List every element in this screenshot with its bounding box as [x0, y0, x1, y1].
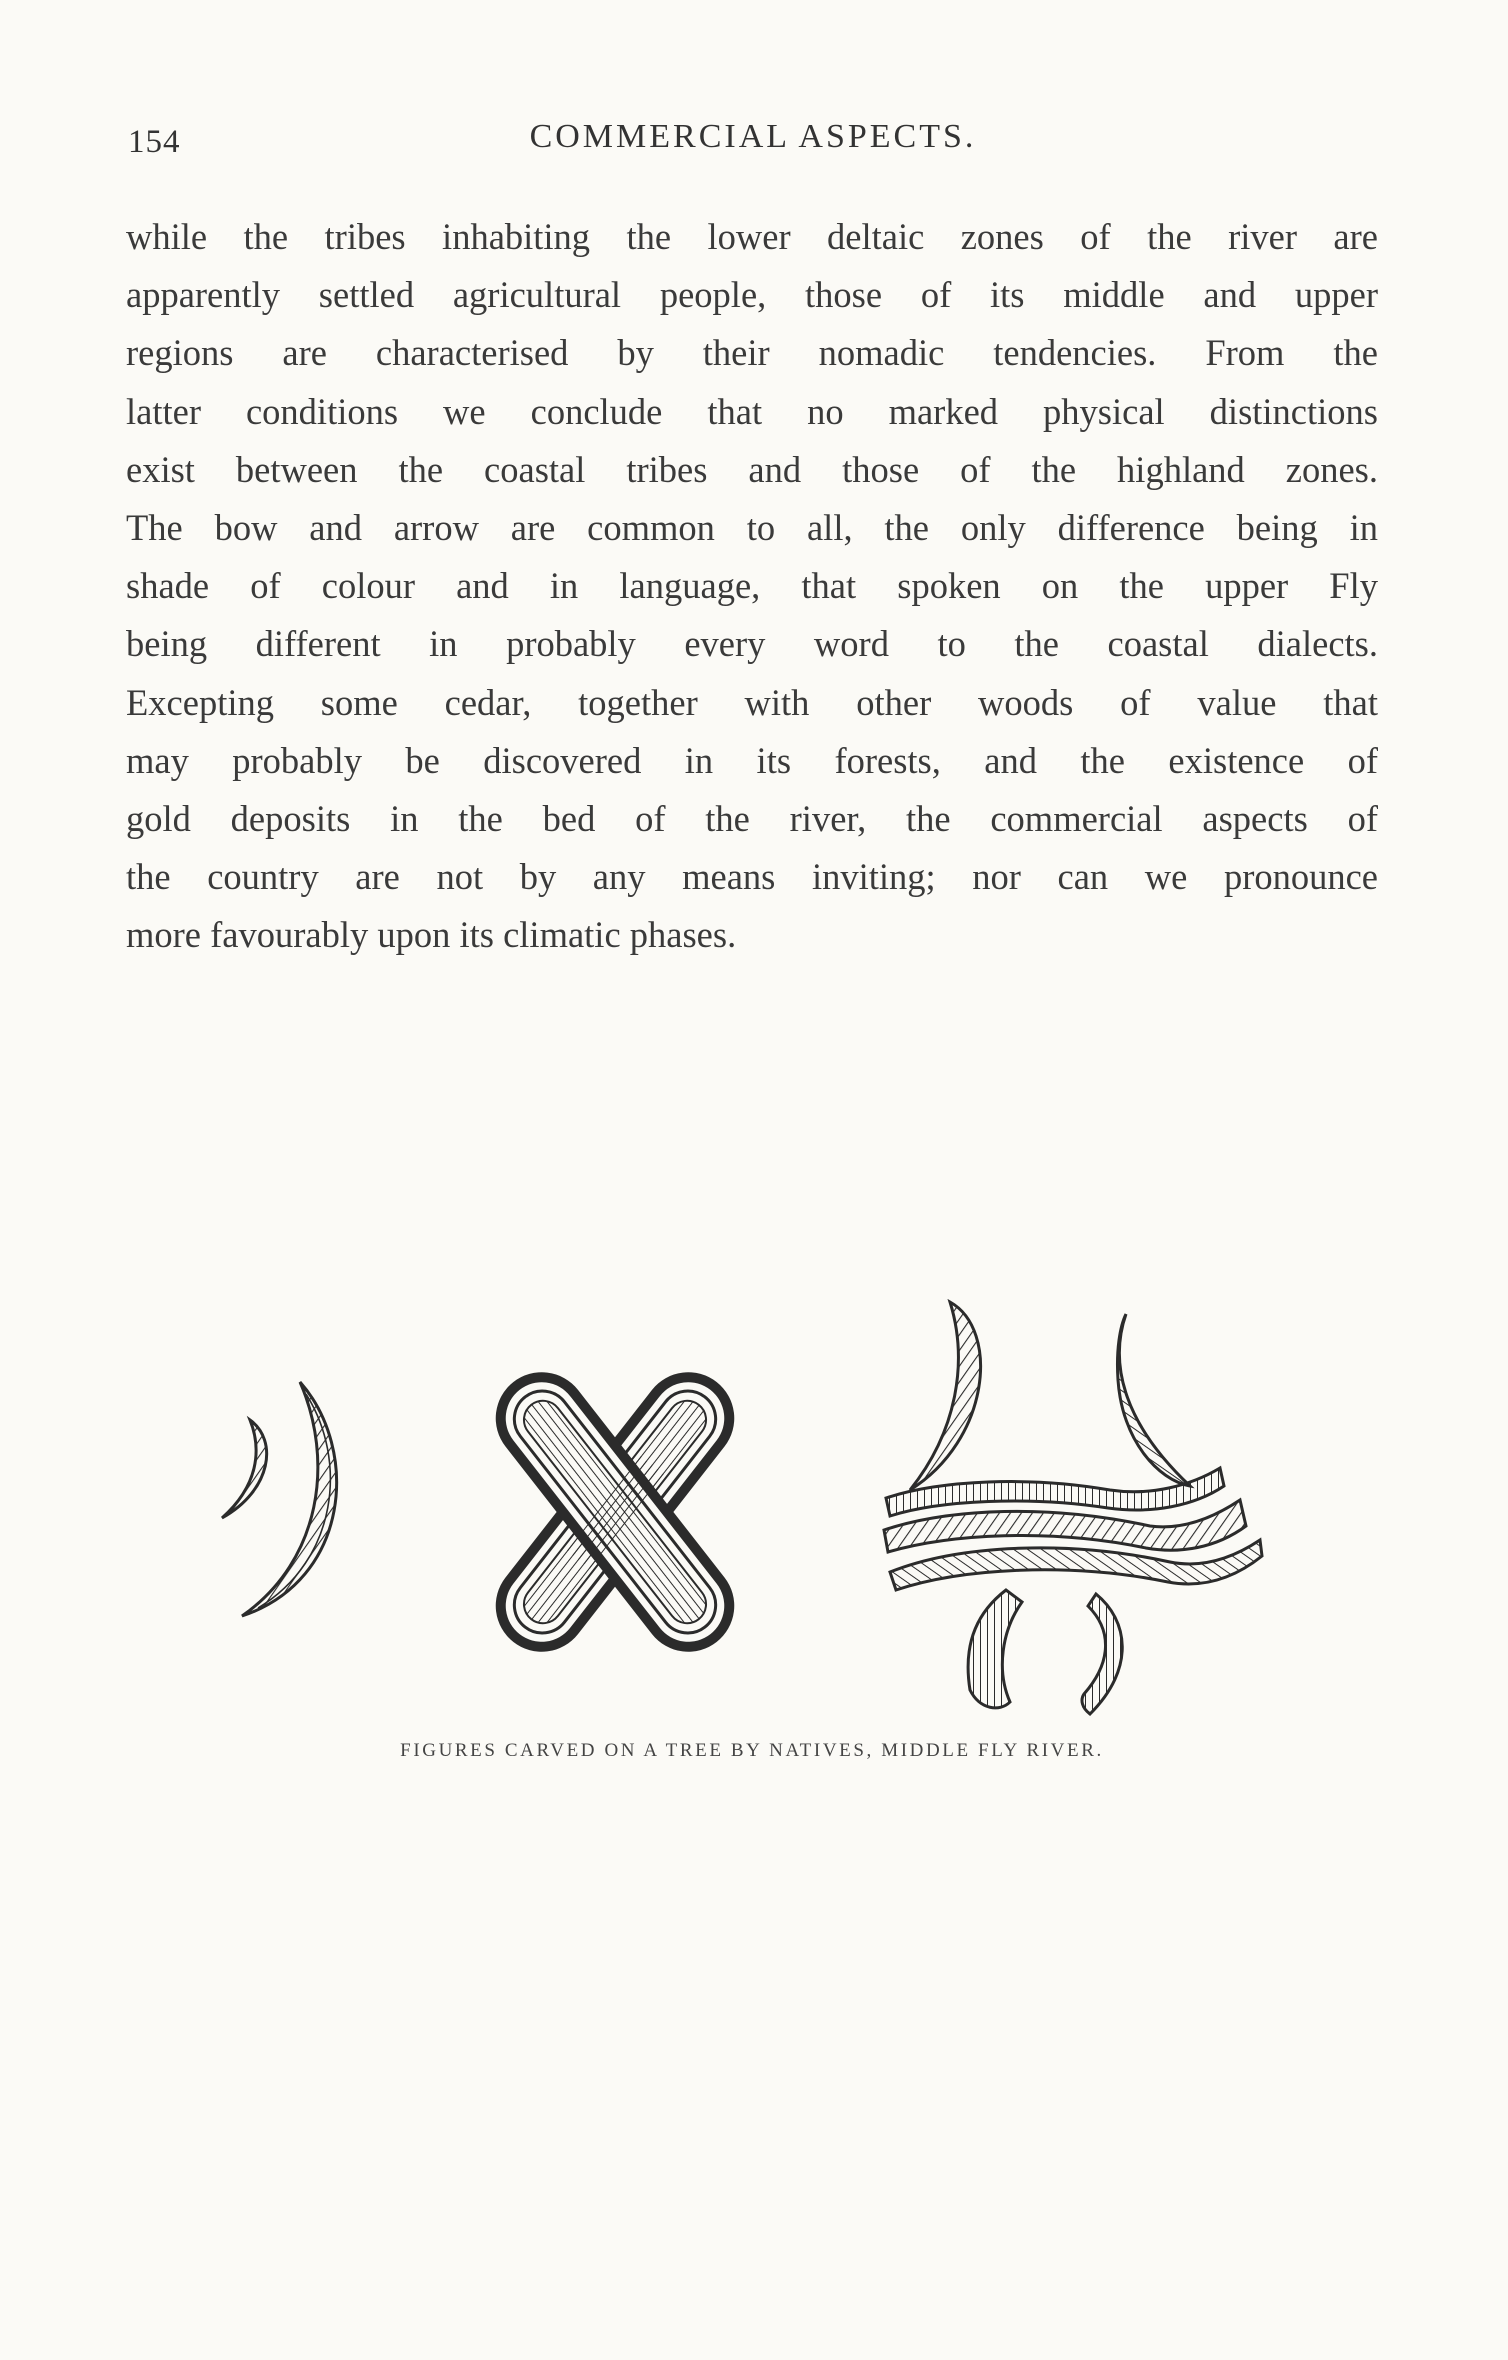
- text-line: may probably be discovered in its forests, and the existence of: [126, 739, 1378, 781]
- text-line: regions are characterised by their nomadic tendencies. From the: [126, 332, 1378, 374]
- figure-caption: FIGURES CARVED ON A TREE BY NATIVES, MIDDLE FLY RIVER.: [400, 1740, 1104, 1761]
- text-line: exist between the coastal tribes and those of the highland zones.: [126, 448, 1378, 490]
- text-line: apparently settled agricultural people, those of its middle and upper: [126, 274, 1378, 316]
- body-paragraph: [126, 208, 1378, 964]
- text-line: Excepting some cedar, together with other woods of value that: [126, 681, 1378, 723]
- text-line: being different in probably every word to the coastal dialects.: [126, 623, 1378, 665]
- text-line: the country are not by any means inviting; nor can we pronounce: [126, 856, 1378, 898]
- running-title: COMMERCIAL ASPECTS.: [529, 118, 977, 155]
- stylised-figure-carving: [884, 1302, 1262, 1714]
- carved-figures-illustration: [210, 1290, 1280, 1730]
- text-line: latter conditions we conclude that no marked physical distinctions: [126, 390, 1378, 432]
- running-head: [128, 118, 1378, 178]
- small-crescent-carving: [222, 1420, 267, 1518]
- text-line: gold deposits in the bed of the river, the commercial aspects of: [126, 797, 1378, 839]
- text-line: while the tribes inhabiting the lower deltaic zones of the river are: [126, 216, 1378, 257]
- text-line: shade of colour and in language, that spoken on the upper Fly: [126, 565, 1378, 607]
- text-line: The bow and arrow are common to all, the only difference being in: [126, 506, 1378, 548]
- page-number: 154: [128, 124, 181, 160]
- text-line: more favourably upon its climatic phases.: [126, 914, 737, 956]
- cross-carving: [477, 1354, 753, 1671]
- large-crescent-carving: [242, 1382, 337, 1616]
